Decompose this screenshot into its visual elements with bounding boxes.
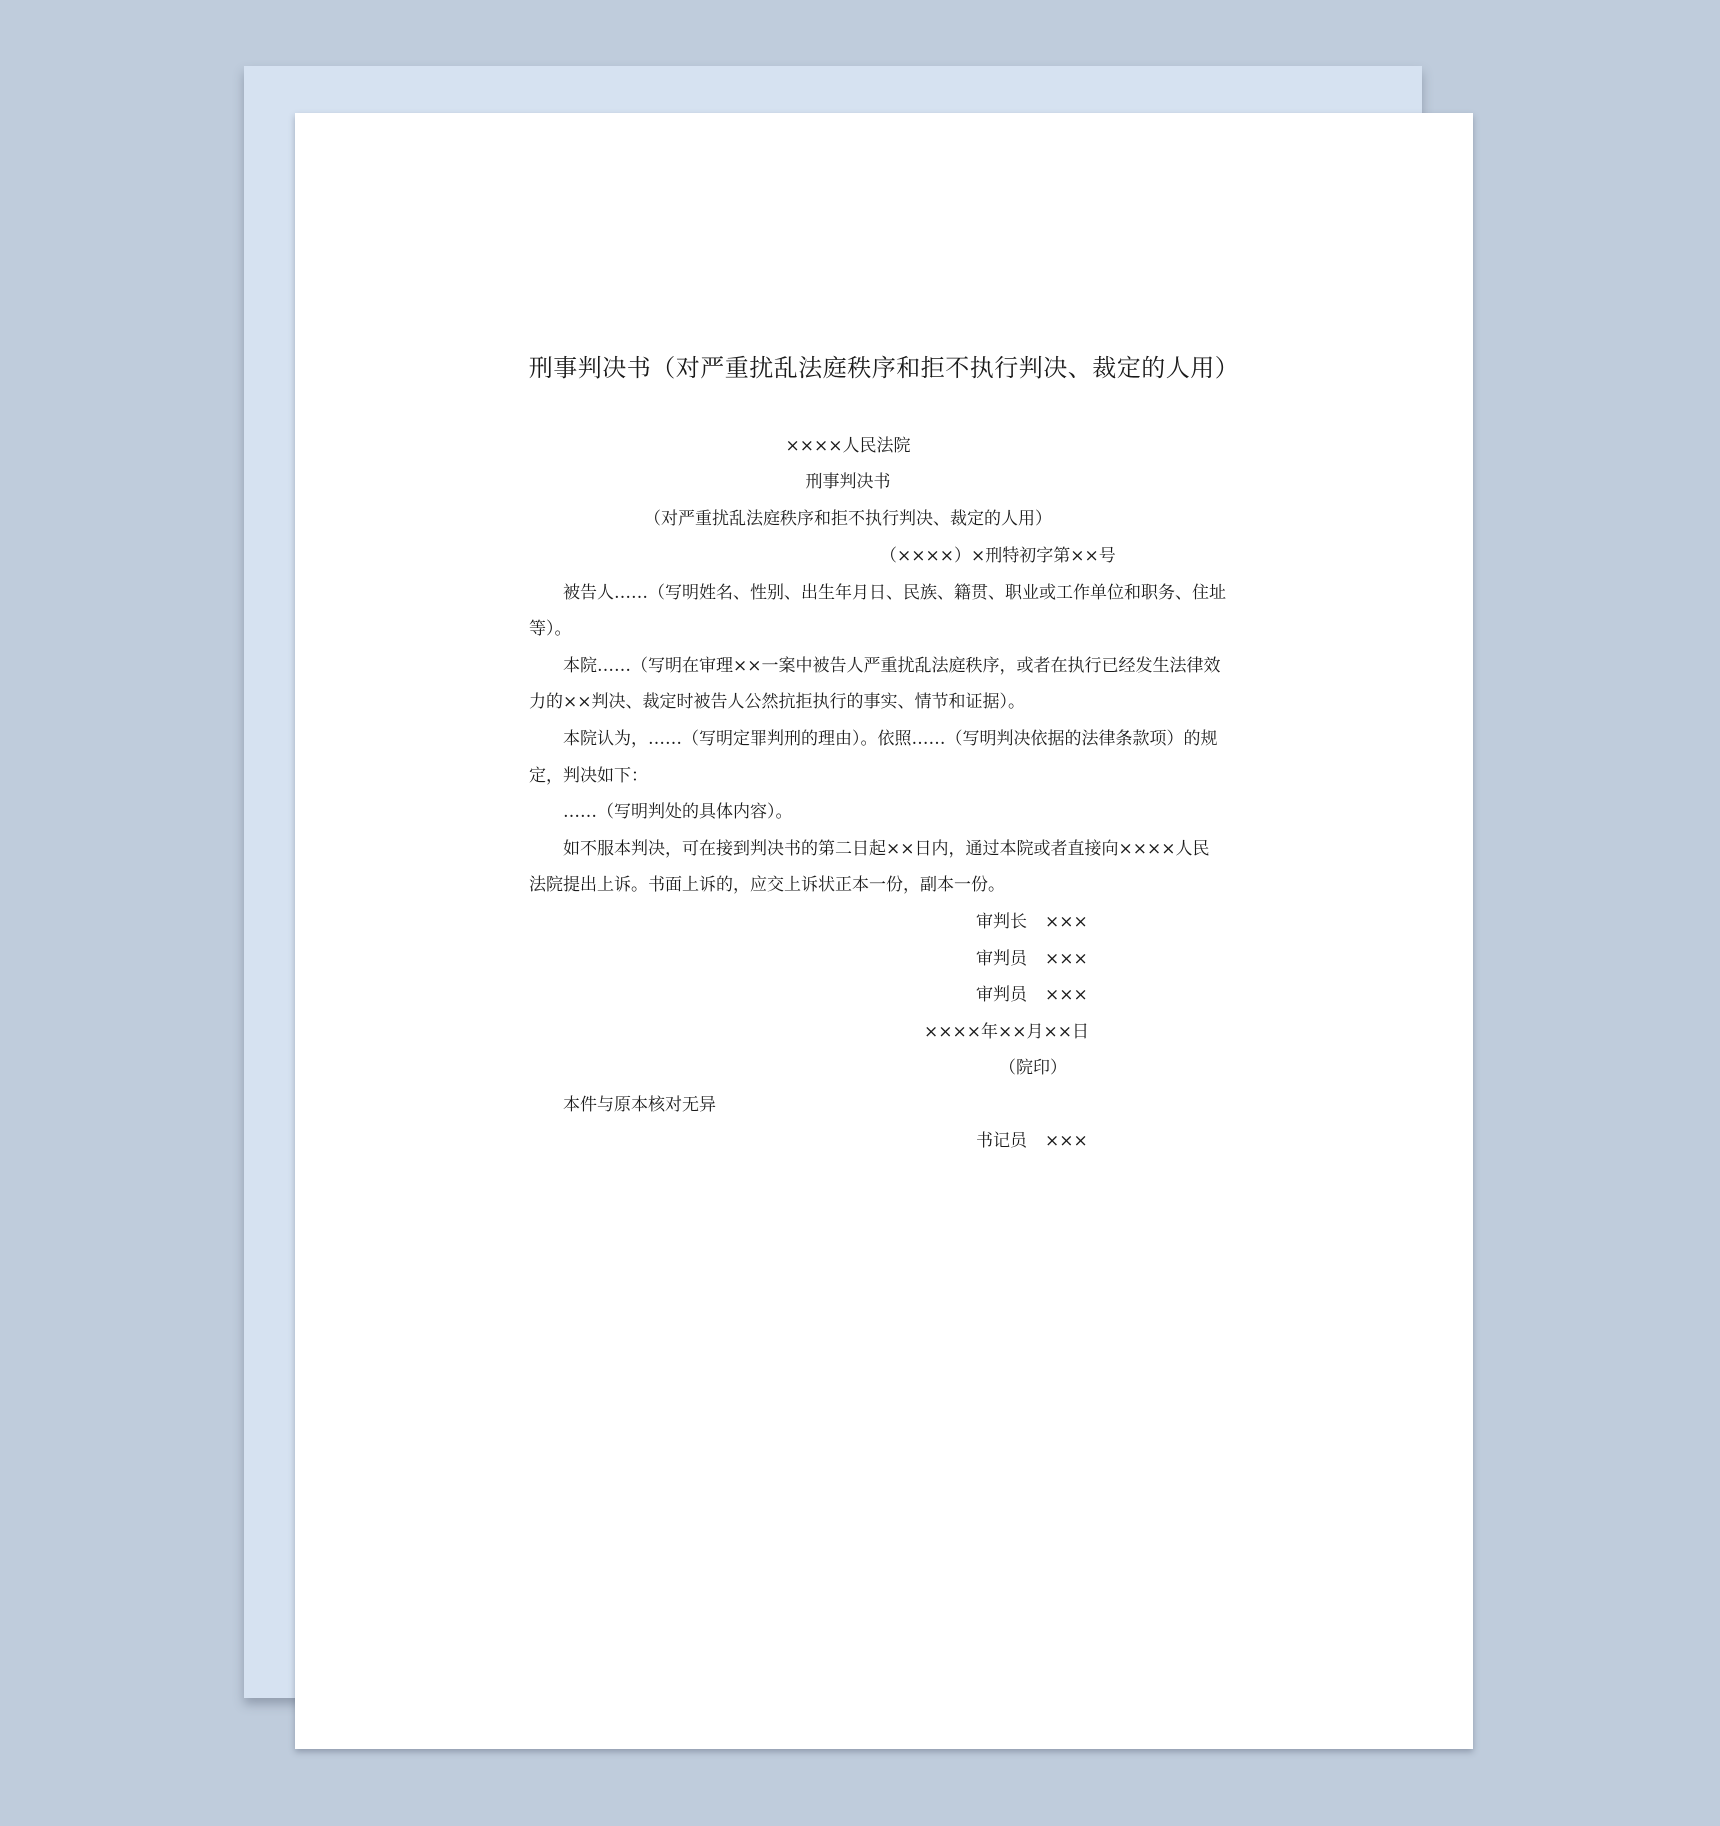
presiding-judge-name: ××× [1045,912,1088,932]
paragraph-line: ……（写明判处的具体内容）。 [563,802,793,822]
judge-label: 审判员 [976,949,1027,969]
paragraph-line: 法院提出上诉。书面上诉的，应交上诉状正本一份，副本一份。 [529,875,1005,895]
judgment-date: ××××年××月××日 [924,1022,1089,1042]
clerk-label: 书记员 [976,1131,1027,1151]
paragraph-line: 力的××判决、裁定时被告人公然抗拒执行的事实、情节和证据）。 [529,692,1025,712]
clerk-name: ××× [1045,1131,1088,1151]
judge-name: ××× [1045,949,1088,969]
paragraph-line: 定，判决如下： [529,766,648,786]
paragraph-line: 本院认为，……（写明定罪判刑的理由）。依照……（写明判决依据的法律条款项）的规 [563,729,1218,749]
paragraph-line: 本院……（写明在审理××一案中被告人严重扰乱法庭秩序，或者在执行已经发生法律效 [563,656,1221,676]
court-name: ××××人民法院 [785,436,911,456]
paragraph-line: 等）。 [529,619,572,639]
case-number: （××××）×刑特初字第××号 [880,546,1116,566]
judge-name: ××× [1045,985,1088,1005]
court-seal: （院印） [999,1058,1067,1078]
verification-note: 本件与原本核对无异 [563,1095,716,1115]
judge-label: 审判员 [976,985,1027,1005]
document-title: 刑事判决书（对严重扰乱法庭秩序和拒不执行判决、裁定的人用） [528,354,1240,382]
paragraph-line: 如不服本判决，可在接到判决书的第二日起××日内，通过本院或者直接向××××人民 [563,839,1210,859]
document-page [295,113,1473,1749]
document-subtitle: （对严重扰乱法庭秩序和拒不执行判决、裁定的人用） [644,509,1052,529]
paragraph-line: 被告人……（写明姓名、性别、出生年月日、民族、籍贯、职业或工作单位和职务、住址 [563,583,1226,603]
presiding-judge-label: 审判长 [976,912,1027,932]
document-type: 刑事判决书 [805,472,891,492]
